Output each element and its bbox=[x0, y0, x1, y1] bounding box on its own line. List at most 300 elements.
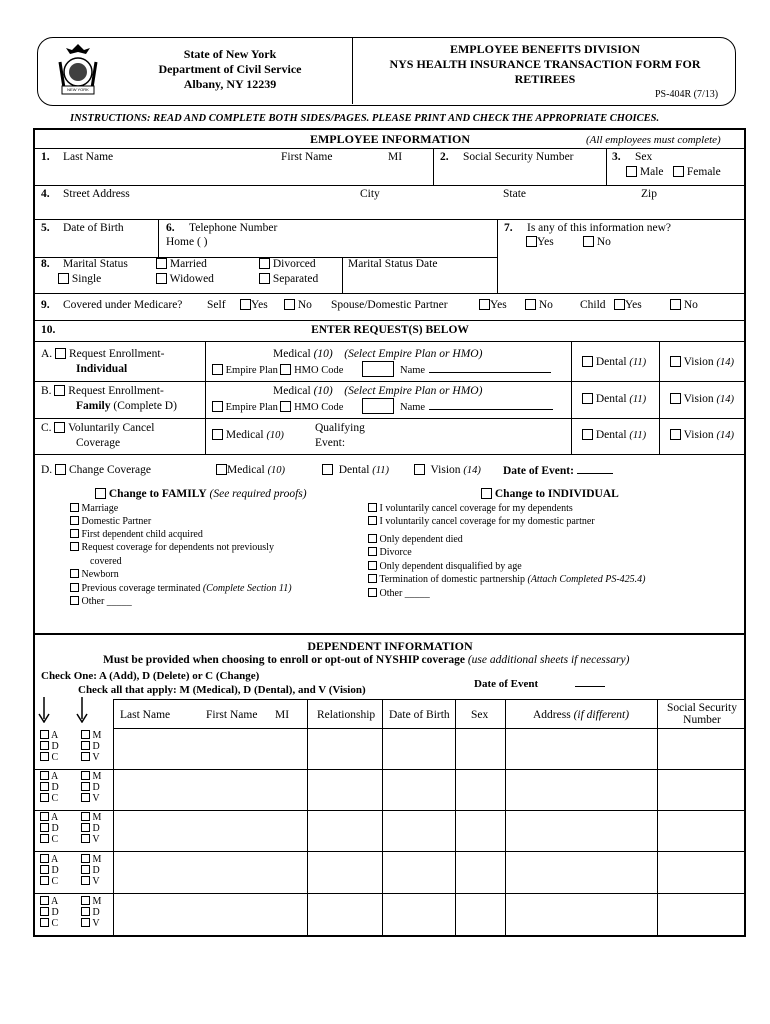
d-dental-checkbox[interactable] bbox=[322, 464, 333, 475]
b-name[interactable] bbox=[400, 402, 553, 413]
child-yes[interactable] bbox=[614, 299, 642, 311]
marital-date-label: Marital Status Date bbox=[348, 258, 438, 270]
individual-item[interactable] bbox=[368, 574, 646, 585]
code-label: D bbox=[51, 823, 59, 834]
row-line bbox=[35, 185, 744, 186]
individual-title: Change to INDIVIDUAL bbox=[494, 488, 619, 500]
empire-label: Empire Plan bbox=[225, 402, 278, 413]
code-checkbox[interactable] bbox=[81, 918, 90, 927]
individual-heading[interactable] bbox=[481, 488, 619, 500]
request-b-label[interactable] bbox=[41, 385, 164, 397]
field-num-2: 2. bbox=[440, 151, 449, 163]
child-yes-checkbox[interactable] bbox=[614, 299, 625, 310]
phone-label: Telephone Number bbox=[189, 222, 278, 234]
code-label: A bbox=[50, 771, 59, 782]
family-item-checkbox[interactable] bbox=[70, 516, 79, 525]
a-dental[interactable] bbox=[582, 356, 646, 368]
individual-item[interactable] bbox=[368, 516, 595, 527]
dob-label: Date of Birth bbox=[63, 222, 124, 234]
a-dental-checkbox[interactable] bbox=[582, 356, 593, 367]
row-line bbox=[35, 341, 744, 342]
d-dental[interactable] bbox=[322, 464, 389, 476]
separated-checkbox[interactable] bbox=[259, 273, 270, 284]
c-vision-checkbox[interactable] bbox=[670, 429, 681, 440]
row-line bbox=[35, 320, 744, 321]
attach-ps-425: (Attach Completed PS-425.4) bbox=[527, 574, 646, 585]
a-hmo-checkbox[interactable] bbox=[280, 364, 291, 375]
request-b-checkbox[interactable] bbox=[54, 385, 65, 396]
code-checkbox[interactable] bbox=[40, 782, 49, 791]
dependent-title: DEPENDENT INFORMATION bbox=[307, 639, 473, 653]
code-label: V bbox=[92, 876, 100, 887]
b-dental[interactable] bbox=[582, 393, 646, 405]
code-c[interactable] bbox=[40, 752, 59, 763]
first-name-label: First Name bbox=[281, 151, 333, 163]
family-item-checkbox[interactable] bbox=[70, 503, 79, 512]
city-label: City bbox=[360, 188, 380, 200]
request-d-label[interactable] bbox=[41, 464, 151, 476]
code-label: A bbox=[50, 812, 59, 823]
family-item-checkbox[interactable] bbox=[70, 542, 79, 551]
col-first-name: First Name bbox=[206, 709, 258, 721]
dependent-row-3 bbox=[40, 812, 59, 845]
col-relationship: Relationship bbox=[317, 709, 376, 721]
individual-item-label: Other _____ bbox=[379, 588, 430, 599]
male-checkbox[interactable] bbox=[626, 166, 637, 177]
new-info-no[interactable] bbox=[583, 236, 611, 248]
code-label: V bbox=[92, 834, 100, 845]
dental-code: (11) bbox=[629, 394, 647, 405]
family-title: Change to FAMILY bbox=[108, 488, 207, 500]
field-num-8: 8. bbox=[41, 258, 50, 270]
code-label: D bbox=[92, 907, 100, 918]
family-item[interactable] bbox=[70, 569, 119, 580]
code-v[interactable] bbox=[81, 834, 101, 845]
divorced-checkbox[interactable] bbox=[259, 258, 270, 269]
request-text: Request Enrollment- bbox=[68, 385, 164, 397]
individual-item-label: Only dependent disqualified by age bbox=[379, 561, 522, 572]
spouse-no[interactable] bbox=[525, 299, 553, 311]
request-a-checkbox[interactable] bbox=[55, 348, 66, 359]
family-item[interactable] bbox=[70, 529, 203, 540]
code-checkbox[interactable] bbox=[40, 834, 49, 843]
code-c[interactable] bbox=[40, 793, 59, 804]
individual-item[interactable] bbox=[368, 503, 573, 514]
code-c[interactable] bbox=[40, 876, 59, 887]
child-label: Child bbox=[580, 299, 606, 311]
code-checkbox[interactable] bbox=[81, 823, 90, 832]
individual-item-checkbox[interactable] bbox=[368, 561, 377, 570]
code-label: M bbox=[92, 812, 102, 823]
code-checkbox[interactable] bbox=[40, 907, 49, 916]
request-text: Voluntarily Cancel bbox=[68, 422, 155, 434]
dental-code: (11) bbox=[372, 465, 389, 476]
vision-label: Vision bbox=[683, 393, 714, 405]
table-col-line bbox=[307, 699, 308, 937]
code-checkbox[interactable] bbox=[81, 771, 90, 780]
sex-label: Sex bbox=[635, 151, 653, 163]
family-item-checkbox[interactable] bbox=[70, 596, 79, 605]
individual-checkbox[interactable] bbox=[481, 488, 492, 499]
family-item-checkbox[interactable] bbox=[70, 529, 79, 538]
code-checkbox[interactable] bbox=[40, 854, 49, 863]
child-no-checkbox[interactable] bbox=[670, 299, 681, 310]
request-c-checkbox[interactable] bbox=[54, 422, 65, 433]
widowed-checkbox[interactable] bbox=[156, 273, 167, 284]
code-v[interactable] bbox=[81, 876, 101, 887]
yes-label: Yes bbox=[537, 236, 554, 248]
requests-title: ENTER REQUEST(S) BELOW bbox=[311, 324, 469, 336]
vision-code: (14) bbox=[716, 394, 735, 405]
row-letter: D. bbox=[41, 464, 53, 476]
col-line bbox=[158, 219, 159, 257]
b-hmo-checkbox[interactable] bbox=[280, 401, 291, 412]
code-checkbox[interactable] bbox=[81, 782, 90, 791]
b-empire[interactable] bbox=[212, 401, 343, 413]
family-item-label: First dependent child acquired bbox=[81, 529, 203, 540]
vision-label: Vision bbox=[683, 429, 714, 441]
code-d[interactable] bbox=[40, 823, 59, 834]
dep-date-event[interactable] bbox=[474, 678, 605, 690]
arrow-down-icon bbox=[38, 697, 50, 726]
code-label: D bbox=[51, 865, 59, 876]
col-ssn-line1: Social Security bbox=[667, 702, 737, 714]
code-checkbox[interactable] bbox=[40, 896, 49, 905]
d-medical-checkbox[interactable] bbox=[216, 464, 227, 475]
family-item-label: Marriage bbox=[81, 503, 119, 514]
dental-code: (11) bbox=[629, 357, 647, 368]
code-v[interactable] bbox=[81, 793, 101, 804]
select-plan: (Select Empire Plan or HMO) bbox=[344, 348, 483, 360]
agency-line-1: State of New York bbox=[183, 47, 277, 61]
zip-label: Zip bbox=[641, 188, 657, 200]
family-item[interactable] bbox=[70, 516, 151, 527]
code-checkbox[interactable] bbox=[81, 896, 90, 905]
married-option[interactable] bbox=[156, 258, 207, 270]
code-checkbox[interactable] bbox=[81, 854, 90, 863]
dependent-subtitle-text: Must be provided when choosing to enroll or opt-out of NYSHIP coverage bbox=[103, 654, 465, 666]
table-row-line bbox=[113, 728, 744, 729]
code-m[interactable] bbox=[81, 812, 101, 823]
code-label: A bbox=[50, 730, 59, 741]
vision-code: (14) bbox=[463, 465, 481, 476]
medical-label: Medical bbox=[273, 348, 311, 360]
code-a[interactable] bbox=[40, 730, 59, 741]
individual-item-checkbox[interactable] bbox=[368, 588, 377, 597]
code-d[interactable] bbox=[40, 782, 59, 793]
code-label: V bbox=[92, 752, 100, 763]
married-checkbox[interactable] bbox=[156, 258, 167, 269]
no-label: No bbox=[683, 299, 698, 311]
dependent-row-2 bbox=[40, 771, 59, 804]
female-option[interactable] bbox=[673, 166, 721, 178]
family-item-label: Domestic Partner bbox=[81, 516, 152, 527]
c-medical[interactable] bbox=[212, 429, 284, 441]
individual-item-checkbox[interactable] bbox=[368, 534, 377, 543]
medical-code: (10) bbox=[267, 465, 286, 476]
self-no[interactable] bbox=[284, 299, 312, 311]
agency-line-3: Albany, NY 12239 bbox=[183, 77, 277, 91]
code-checkbox[interactable] bbox=[40, 876, 49, 885]
code-d[interactable] bbox=[81, 741, 101, 752]
field-num-7: 7. bbox=[504, 222, 513, 234]
code-checkbox[interactable] bbox=[40, 918, 49, 927]
individual-item-checkbox[interactable] bbox=[368, 503, 377, 512]
a-empire-checkbox[interactable] bbox=[212, 364, 223, 375]
dependent-row-1-coverage bbox=[81, 730, 101, 763]
code-v[interactable] bbox=[81, 918, 101, 929]
new-info-label: Is any of this information new? bbox=[527, 222, 672, 234]
code-checkbox[interactable] bbox=[40, 741, 49, 750]
d-vision[interactable] bbox=[414, 464, 481, 476]
code-m[interactable] bbox=[81, 730, 101, 741]
code-d[interactable] bbox=[81, 907, 101, 918]
individual-item-checkbox[interactable] bbox=[368, 547, 377, 556]
last-name-label: Last Name bbox=[63, 151, 114, 163]
col-line bbox=[659, 341, 660, 454]
employee-info-title: EMPLOYEE INFORMATION bbox=[309, 132, 471, 146]
self-yes-checkbox[interactable] bbox=[240, 299, 251, 310]
child-no[interactable] bbox=[670, 299, 698, 311]
name-label: Name bbox=[400, 365, 426, 376]
a-name[interactable] bbox=[400, 365, 551, 376]
yes-label: Yes bbox=[490, 299, 507, 311]
row-line bbox=[35, 148, 744, 149]
code-checkbox[interactable] bbox=[81, 752, 90, 761]
code-label: V bbox=[92, 793, 100, 804]
self-label: Self bbox=[207, 299, 226, 311]
spouse-yes-checkbox[interactable] bbox=[479, 299, 490, 310]
family-note: (See required proofs) bbox=[209, 488, 307, 500]
family-item-label: Request coverage for dependents not previously bbox=[81, 542, 274, 553]
col-line bbox=[342, 257, 343, 293]
code-checkbox[interactable] bbox=[81, 812, 90, 821]
code-checkbox[interactable] bbox=[81, 907, 90, 916]
code-d[interactable] bbox=[40, 741, 59, 752]
individual-item[interactable] bbox=[368, 588, 430, 599]
divorced-label: Divorced bbox=[272, 258, 316, 270]
b-vision[interactable] bbox=[670, 393, 734, 405]
individual-item-checkbox[interactable] bbox=[368, 574, 377, 583]
code-label: C bbox=[51, 876, 59, 887]
request-a-label[interactable] bbox=[41, 348, 164, 360]
form-title-2: RETIREES bbox=[514, 72, 576, 86]
col-address-note: (if different) bbox=[573, 709, 630, 721]
b-dental-checkbox[interactable] bbox=[582, 393, 593, 404]
date-event-label: Date of Event: bbox=[503, 465, 574, 477]
form-number: PS-404R (7/13) bbox=[655, 89, 719, 100]
c-medical-checkbox[interactable] bbox=[212, 429, 223, 440]
a-empire[interactable] bbox=[212, 364, 343, 376]
family-label: Family bbox=[76, 400, 111, 412]
female-label: Female bbox=[686, 166, 721, 178]
code-checkbox[interactable] bbox=[40, 865, 49, 874]
state-seal bbox=[50, 42, 106, 98]
code-checkbox[interactable] bbox=[40, 752, 49, 761]
single-checkbox[interactable] bbox=[58, 273, 69, 284]
table-top-line bbox=[113, 699, 744, 700]
a-medical bbox=[273, 348, 482, 360]
code-c[interactable] bbox=[40, 918, 59, 929]
col-line bbox=[205, 341, 206, 454]
code-d[interactable] bbox=[40, 907, 59, 918]
d-vision-checkbox[interactable] bbox=[414, 464, 425, 475]
separated-option[interactable] bbox=[259, 273, 318, 285]
code-checkbox[interactable] bbox=[81, 876, 90, 885]
code-a[interactable] bbox=[40, 771, 59, 782]
a-vision-checkbox[interactable] bbox=[670, 356, 681, 367]
dental-label: Dental bbox=[595, 356, 627, 368]
request-d-checkbox[interactable] bbox=[55, 464, 66, 475]
code-label: D bbox=[51, 782, 59, 793]
dental-code: (11) bbox=[629, 430, 647, 441]
family-heading[interactable] bbox=[95, 488, 307, 500]
family-item[interactable] bbox=[70, 596, 132, 607]
col-line bbox=[497, 219, 498, 293]
col-line bbox=[433, 148, 434, 185]
table-col-line bbox=[505, 699, 506, 937]
self-no-checkbox[interactable] bbox=[284, 299, 295, 310]
medical-label: Medical bbox=[225, 429, 264, 441]
col-dob: Date of Birth bbox=[389, 709, 450, 721]
code-label: C bbox=[51, 918, 59, 929]
code-m[interactable] bbox=[81, 771, 101, 782]
code-label: D bbox=[92, 823, 100, 834]
col-line bbox=[571, 341, 572, 454]
c-dental-checkbox[interactable] bbox=[582, 429, 593, 440]
row-line bbox=[35, 418, 744, 419]
female-checkbox[interactable] bbox=[673, 166, 684, 177]
row-line bbox=[35, 381, 744, 382]
spouse-no-checkbox[interactable] bbox=[525, 299, 536, 310]
medicare-label: Covered under Medicare? bbox=[63, 299, 183, 311]
col-line bbox=[606, 148, 607, 185]
code-checkbox[interactable] bbox=[81, 730, 90, 739]
row-letter: A. bbox=[41, 348, 53, 360]
dep-date-event-label: Date of Event bbox=[474, 678, 539, 690]
single-label: Single bbox=[71, 273, 102, 285]
new-info-no-checkbox[interactable] bbox=[583, 236, 594, 247]
code-m[interactable] bbox=[81, 896, 101, 907]
home-phone-label: Home ( ) bbox=[166, 236, 208, 248]
code-checkbox[interactable] bbox=[81, 793, 90, 802]
code-checkbox[interactable] bbox=[81, 865, 90, 874]
code-label: C bbox=[51, 752, 59, 763]
family-item-checkbox[interactable] bbox=[70, 569, 79, 578]
individual-item[interactable] bbox=[368, 534, 463, 545]
individual-item-checkbox[interactable] bbox=[368, 516, 377, 525]
family-item[interactable] bbox=[70, 583, 292, 594]
individual-item[interactable] bbox=[368, 561, 522, 572]
male-option[interactable] bbox=[626, 166, 664, 178]
single-option[interactable] bbox=[58, 273, 101, 285]
table-col-line bbox=[382, 699, 383, 937]
code-label: V bbox=[92, 918, 100, 929]
code-d[interactable] bbox=[81, 865, 101, 876]
table-col-line bbox=[455, 699, 456, 937]
code-a[interactable] bbox=[40, 896, 59, 907]
a-hmo-code-box[interactable] bbox=[362, 361, 394, 377]
code-c[interactable] bbox=[40, 834, 59, 845]
widowed-label: Widowed bbox=[169, 273, 214, 285]
hmo-label: HMO Code bbox=[294, 402, 344, 413]
new-info-yes[interactable] bbox=[526, 236, 554, 248]
individual-item[interactable] bbox=[368, 547, 412, 558]
street-label: Street Address bbox=[63, 188, 130, 200]
new-info-yes-checkbox[interactable] bbox=[526, 236, 537, 247]
code-v[interactable] bbox=[81, 752, 101, 763]
family-item-label: Previous coverage terminated bbox=[81, 583, 201, 594]
c-event: Event: bbox=[315, 437, 346, 449]
code-label: D bbox=[92, 865, 100, 876]
dependent-subtitle bbox=[103, 654, 629, 666]
dependent-row-5-coverage bbox=[81, 896, 101, 929]
self-yes[interactable] bbox=[240, 299, 268, 311]
dependent-row-4 bbox=[40, 854, 59, 887]
arrow-down-icon bbox=[76, 697, 88, 726]
individual-item-label: Termination of domestic partnership bbox=[379, 574, 525, 585]
code-checkbox[interactable] bbox=[40, 793, 49, 802]
field-num-10: 10. bbox=[41, 324, 56, 336]
complete-section-11: (Complete Section 11) bbox=[202, 583, 292, 594]
d-date-event[interactable] bbox=[503, 465, 613, 477]
field-num-5: 5. bbox=[41, 222, 50, 234]
code-checkbox[interactable] bbox=[40, 823, 49, 832]
widowed-option[interactable] bbox=[156, 273, 214, 285]
b-hmo-code-box[interactable] bbox=[362, 398, 394, 414]
row-line bbox=[35, 293, 744, 294]
code-checkbox[interactable] bbox=[81, 741, 90, 750]
divorced-option[interactable] bbox=[259, 258, 316, 270]
c-vision[interactable] bbox=[670, 429, 734, 441]
yes-label: Yes bbox=[251, 299, 268, 311]
code-a[interactable] bbox=[40, 812, 59, 823]
request-c-label[interactable] bbox=[41, 422, 154, 434]
agency-line-2: Department of Civil Service bbox=[158, 62, 302, 76]
family-item[interactable] bbox=[70, 542, 274, 553]
dependent-row-4-coverage bbox=[81, 854, 101, 887]
code-checkbox[interactable] bbox=[81, 834, 90, 843]
code-checkbox[interactable] bbox=[40, 730, 49, 739]
hmo-label: HMO Code bbox=[294, 365, 344, 376]
code-checkbox[interactable] bbox=[40, 771, 49, 780]
code-checkbox[interactable] bbox=[40, 812, 49, 821]
a-vision[interactable] bbox=[670, 356, 734, 368]
code-label: D bbox=[92, 741, 100, 752]
code-a[interactable] bbox=[40, 854, 59, 865]
state-label: State bbox=[503, 188, 526, 200]
d-medical[interactable] bbox=[216, 464, 285, 476]
family-item-checkbox[interactable] bbox=[70, 583, 79, 592]
b-empire-checkbox[interactable] bbox=[212, 401, 223, 412]
family-item[interactable] bbox=[70, 503, 118, 514]
male-label: Male bbox=[639, 166, 664, 178]
code-label: M bbox=[92, 896, 102, 907]
code-d[interactable] bbox=[81, 823, 101, 834]
yes-label: Yes bbox=[625, 299, 642, 311]
b-vision-checkbox[interactable] bbox=[670, 393, 681, 404]
spouse-yes[interactable] bbox=[479, 299, 507, 311]
name-label: Name bbox=[400, 402, 426, 413]
code-d[interactable] bbox=[40, 865, 59, 876]
b-medical bbox=[273, 385, 482, 397]
code-d[interactable] bbox=[81, 782, 101, 793]
code-m[interactable] bbox=[81, 854, 101, 865]
c-dental[interactable] bbox=[582, 429, 646, 441]
vision-label: Vision bbox=[430, 464, 461, 476]
code-label: D bbox=[51, 907, 59, 918]
family-checkbox[interactable] bbox=[95, 488, 106, 499]
